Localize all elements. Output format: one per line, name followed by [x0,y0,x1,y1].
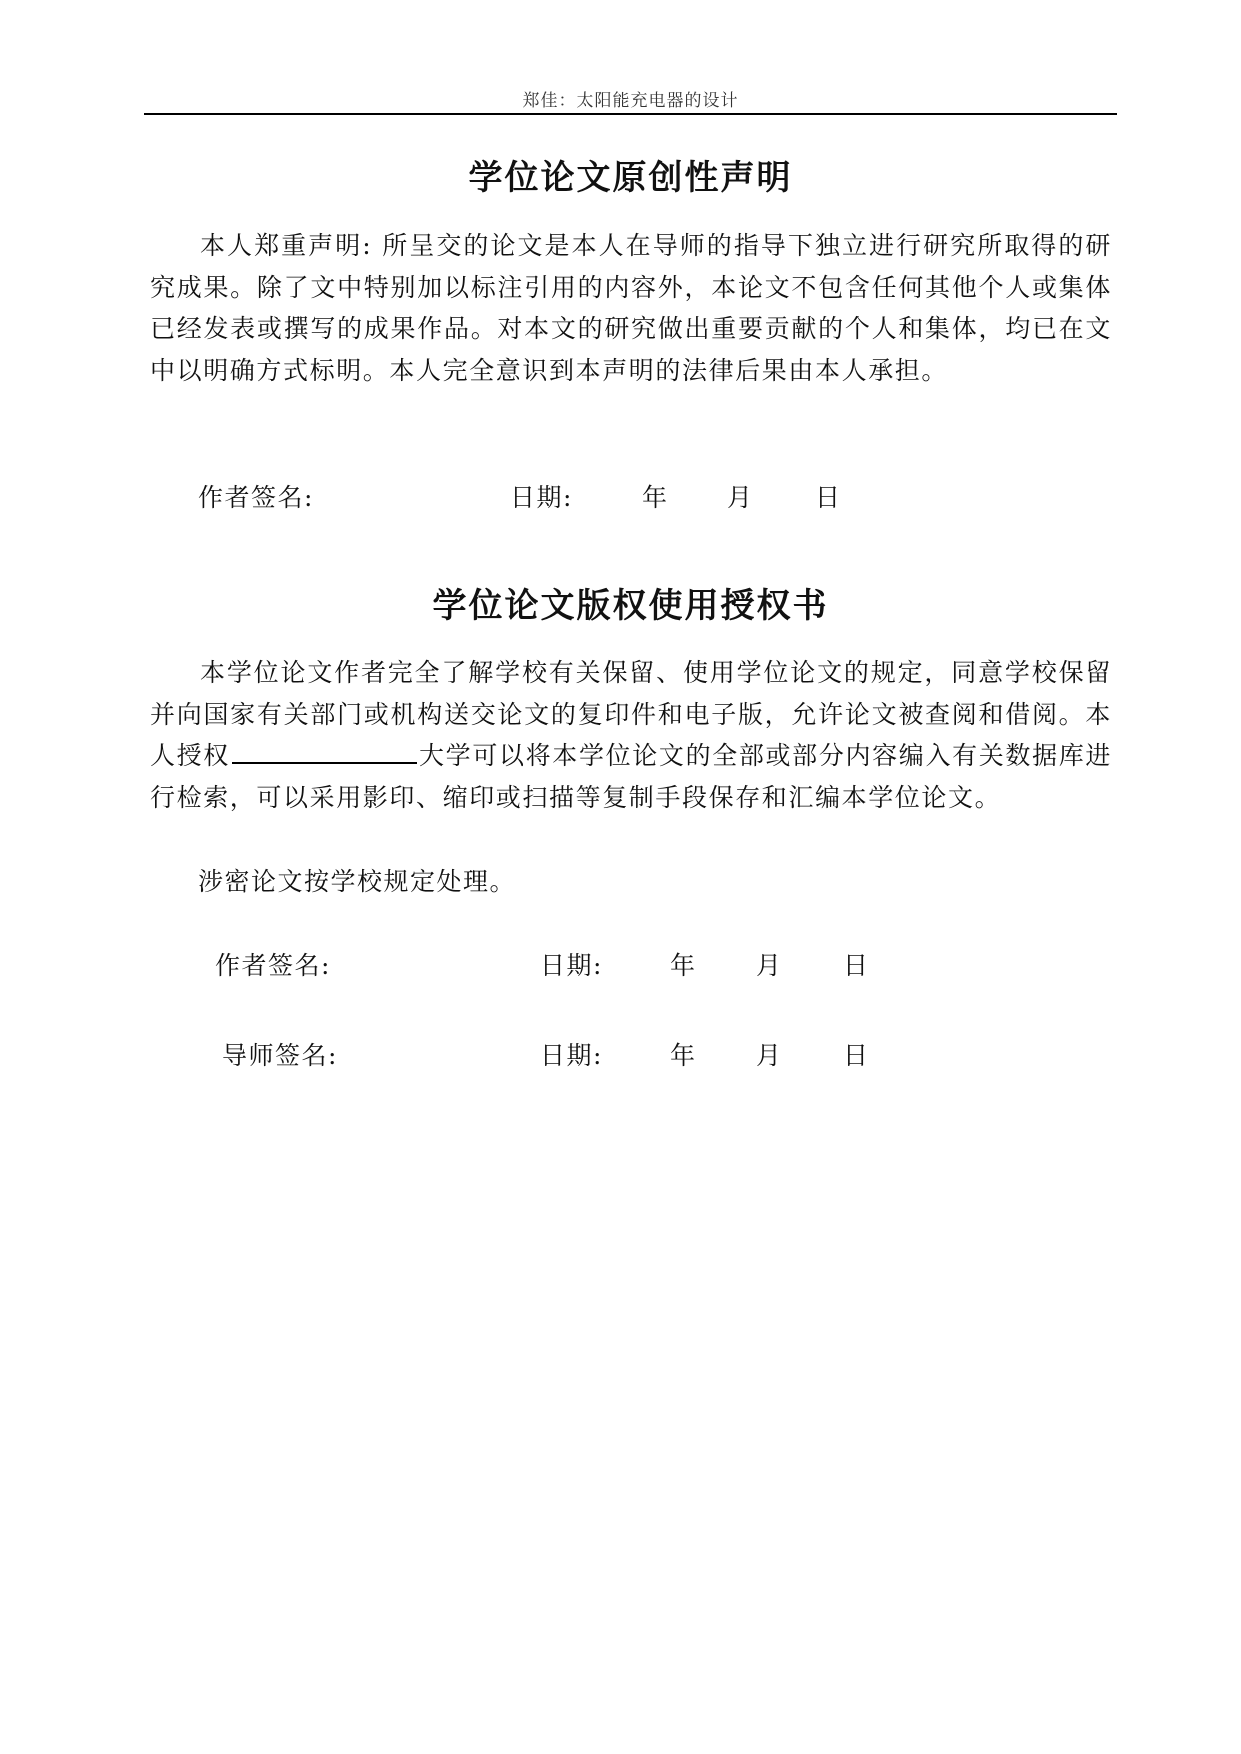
date-label: 日期: [510,483,573,512]
month-label: 月 [727,483,754,512]
year-label: 年 [642,483,669,512]
originality-statement: 本人郑重声明: 所呈交的论文是本人在导师的指导下独立进行研究所取得的研究成果。除了文中特别加以标注引用的内容外，本论文不包含任何其他个人或集体已经发表或撰写的成果作品。对本文的研究做出重要贡献的个人和集体，均已在文中以明确方式标明。本人完全意识到本声明的法律后果由本人承担。 [150,231,1112,385]
originality-signature-row [0,478,1241,510]
secret-thesis-note: 涉密论文按学校规定处理。 [198,867,517,896]
copyright-authorization [150,652,1112,818]
author-signature-label: 作者签名: [198,483,314,512]
day-label: 日 [843,951,870,980]
day-label: 日 [815,483,842,512]
author-signature-label: 作者签名: [215,951,331,980]
month-label: 月 [756,951,783,980]
month-label: 月 [756,1041,783,1070]
year-label: 年 [670,951,697,980]
authorization-text-part2: 大学可以将本学位论文的全部或部分内容编入有关数据库进行检索，可以采用影印、缩印或扫描等复制手段保存和汇编本学位论文。 [150,741,1112,812]
date-label: 日期: [540,951,603,980]
date-label: 日期: [540,1041,603,1070]
authorization-text-part1: 本学位论文作者完全了解学校有关保留、使用学位论文的规定，同意学校保留并向国家有关部门或机构送交论文的复印件和电子版，允许论文被查阅和借阅。本人授权 [150,658,1112,770]
originality-title: 学位论文原创性声明 [468,158,793,198]
university-blank-line [232,740,417,764]
day-label: 日 [843,1041,870,1070]
year-label: 年 [670,1041,697,1070]
header-rule [144,113,1117,115]
copyright-title: 学位论文版权使用授权书 [432,586,829,626]
copyright-advisor-signature-row [0,1036,1241,1068]
running-header: 郑佳：太阳能充电器的设计 [522,91,739,111]
advisor-signature-label: 导师签名: [222,1041,338,1070]
copyright-author-signature-row [0,946,1241,978]
